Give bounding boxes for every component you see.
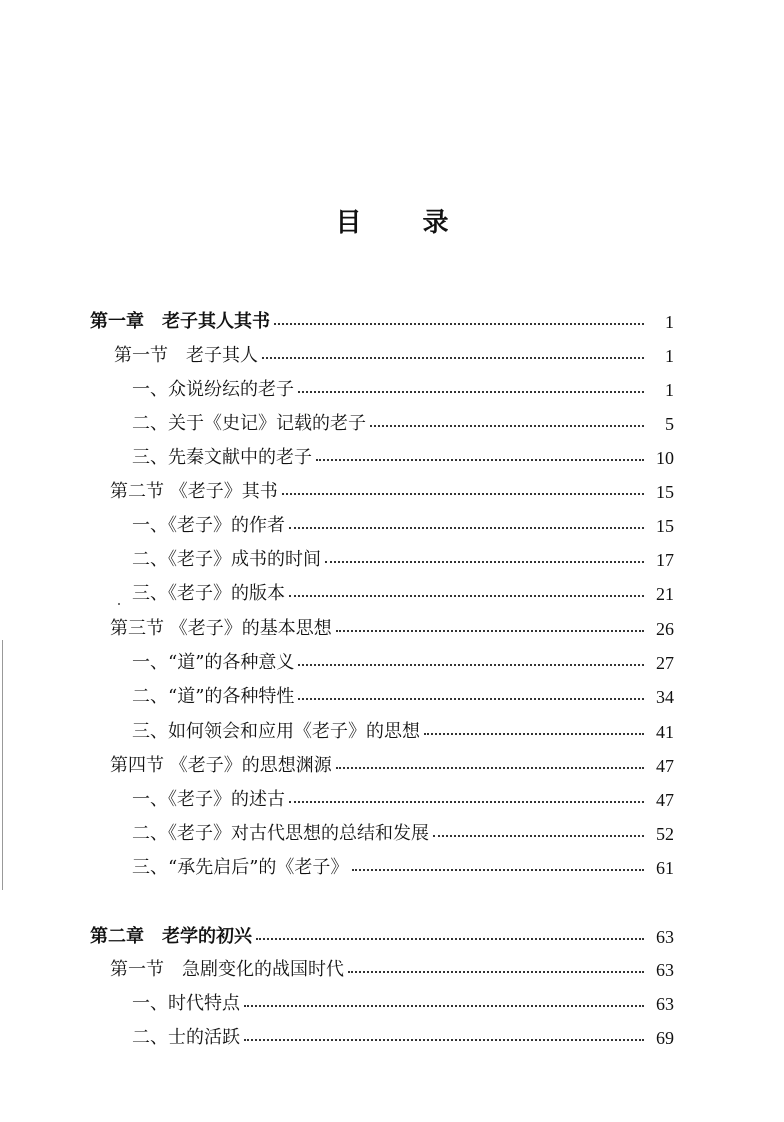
toc-entry-label: 三、先秦文献中的老子 [132,447,312,468]
toc-entry-label: 一、“道”的各种意义 [132,652,295,673]
page-title-char-2: 录 [422,208,449,238]
toc-entry-label: 二、《老子》成书的时间 [132,549,321,570]
toc-section-row[interactable] [110,614,674,644]
toc-page-number: 41 [656,722,674,742]
leader-dots [244,1005,644,1007]
toc-page-number: 69 [656,1028,674,1048]
toc-entry-label: 第四节 《老子》的思想渊源 [110,755,332,776]
scan-margin-line [2,640,3,890]
toc-entry-label: 三、“承先启后”的《老子》 [132,857,349,878]
toc-item-row[interactable] [132,375,674,405]
toc-chapter-row[interactable] [90,922,674,952]
toc-page-number: 63 [656,994,674,1014]
leader-dots [244,1039,644,1041]
toc-entry-label: 第三节 《老子》的基本思想 [110,618,332,639]
toc-entry-label: 二、“道”的各种特性 [132,686,295,707]
toc-item-row[interactable] [132,853,674,883]
toc-item-row[interactable] [132,545,674,575]
toc-entry-label: 一、《老子》的作者 [132,515,285,536]
toc-entry-label: 二、士的活跃 [132,1027,240,1048]
leader-dots [262,357,644,359]
toc-section-row[interactable] [110,751,674,781]
toc-page-number: 17 [656,550,674,570]
leader-dots [370,425,644,427]
toc-item-row[interactable] [132,785,674,815]
toc-item-row[interactable] [132,648,674,678]
leader-dots [298,698,644,700]
toc-page-number: 27 [656,653,674,673]
leader-dots [325,561,644,563]
leader-dots [424,733,644,735]
leader-dots [274,323,644,325]
leader-dots [336,630,644,632]
toc-page-number: 1 [665,380,674,400]
toc-item-row[interactable] [132,579,674,609]
toc-section-row[interactable] [114,341,674,371]
toc-page-number: 1 [665,346,674,366]
toc-page-number: 10 [656,448,674,468]
toc-page-number: 21 [656,584,674,604]
leader-dots [316,459,644,461]
toc-item-row[interactable] [132,1023,674,1053]
scan-speck [118,603,120,605]
leader-dots [348,971,644,973]
toc-page-number: 15 [656,482,674,502]
leader-dots [289,801,644,803]
toc-entry-label: 二、关于《史记》记载的老子 [132,413,366,434]
toc-entry-label: 三、如何领会和应用《老子》的思想 [132,721,420,742]
toc-page-number: 47 [656,756,674,776]
toc-entry-label: 第一章 老子其人其书 [90,311,270,332]
toc-item-row[interactable] [132,409,674,439]
toc-entry-label: 一、众说纷纭的老子 [132,379,294,400]
toc-chapter-row[interactable] [90,307,674,337]
toc-page-number: 63 [656,927,674,947]
toc-page-number: 61 [656,858,674,878]
toc-item-row[interactable] [132,989,674,1019]
toc-entry-label: 一、《老子》的述古 [132,789,285,810]
leader-dots [336,767,644,769]
toc-item-row[interactable] [132,682,674,712]
leader-dots [352,869,644,871]
toc-entry-label: 一、时代特点 [132,993,240,1014]
toc-section-row[interactable] [110,955,674,985]
toc-section-row[interactable] [110,477,674,507]
toc-entry-label: 三、《老子》的版本 [132,583,285,604]
toc-page-number: 15 [656,516,674,536]
toc-page-number: 52 [656,824,674,844]
toc-page-number: 34 [656,687,674,707]
toc-page-number: 63 [656,960,674,980]
leader-dots [289,527,644,529]
toc-page-number: 5 [665,414,674,434]
leader-dots [298,391,644,393]
toc-item-row[interactable] [132,511,674,541]
toc-entry-label: 第二章 老学的初兴 [90,926,252,947]
toc-item-row[interactable] [132,819,674,849]
toc-item-row[interactable] [132,717,674,747]
leader-dots [256,938,644,940]
page-title-char-1: 目 [335,208,362,238]
leader-dots [298,664,644,666]
leader-dots [289,595,644,597]
page-title [0,202,784,239]
toc-page-number: 1 [665,312,674,332]
toc-page-number: 26 [656,619,674,639]
toc-entry-label: 第一节 急剧变化的战国时代 [110,959,344,980]
toc-entry-label: 二、《老子》对古代思想的总结和发展 [132,823,429,844]
toc-item-row[interactable] [132,443,674,473]
leader-dots [433,835,644,837]
toc-page-number: 47 [656,790,674,810]
toc-entry-label: 第一节 老子其人 [114,345,258,366]
toc-entry-label: 第二节 《老子》其书 [110,481,278,502]
leader-dots [282,493,644,495]
